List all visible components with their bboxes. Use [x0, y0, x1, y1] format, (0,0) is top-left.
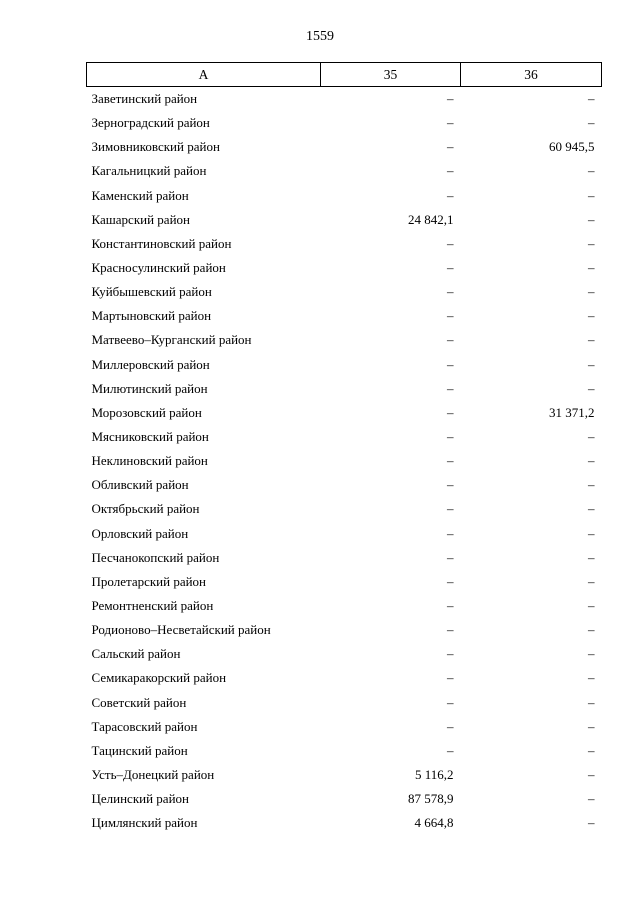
- value-col-36: –: [588, 791, 595, 807]
- district-name: Мартыновский район: [91, 308, 212, 324]
- header-col-36: 36: [461, 63, 602, 87]
- district-name: Куйбышевский район: [91, 284, 212, 300]
- value-col-35: 87 578,9: [408, 791, 454, 807]
- table-row: [87, 87, 602, 112]
- value-col-36: –: [588, 718, 595, 734]
- table-row: [87, 256, 602, 280]
- value-col-36: –: [588, 501, 595, 517]
- value-col-35: –: [447, 284, 454, 300]
- data-table: [86, 62, 602, 835]
- table-row: [87, 715, 602, 739]
- value-col-35: –: [447, 163, 454, 179]
- value-col-35: –: [447, 139, 454, 155]
- value-col-36: –: [588, 260, 595, 276]
- value-col-35: –: [447, 308, 454, 324]
- table-row: [87, 232, 602, 256]
- district-name: Каменский район: [91, 187, 189, 203]
- value-col-35: –: [447, 694, 454, 710]
- value-col-35: –: [447, 670, 454, 686]
- table-row: [87, 570, 602, 594]
- value-col-35: –: [447, 549, 454, 565]
- value-col-36: –: [588, 356, 595, 372]
- district-name: Песчанокопский район: [91, 549, 220, 565]
- value-col-35: –: [447, 742, 454, 758]
- district-name: Зимовниковский район: [91, 139, 220, 155]
- district-name: Цимлянский район: [91, 815, 198, 831]
- value-col-36: –: [588, 163, 595, 179]
- district-name: Красносулинский район: [91, 260, 226, 276]
- value-col-35: 4 664,8: [414, 815, 454, 831]
- district-name: Матвеево–Курганский район: [91, 332, 252, 348]
- value-col-36: –: [588, 187, 595, 203]
- district-name: Тарасовский район: [91, 718, 198, 734]
- table-row: [87, 594, 602, 618]
- value-col-35: –: [447, 356, 454, 372]
- table-row: [87, 666, 602, 690]
- district-name: Орловский район: [91, 525, 189, 541]
- table-row: [87, 304, 602, 328]
- district-name: Неклиновский район: [91, 453, 208, 469]
- district-name: Советский район: [91, 694, 187, 710]
- value-col-36: –: [588, 694, 595, 710]
- district-name: Сальский район: [91, 646, 181, 662]
- value-col-36: –: [588, 380, 595, 396]
- value-col-35: –: [447, 187, 454, 203]
- value-col-36: –: [588, 429, 595, 445]
- district-name: Зерноградский район: [91, 115, 210, 131]
- value-col-35: –: [447, 622, 454, 638]
- district-name: Обливский район: [91, 477, 189, 493]
- value-col-36: –: [588, 211, 595, 227]
- district-name: Кашарский район: [91, 211, 190, 227]
- value-col-35: –: [447, 332, 454, 348]
- value-col-36: –: [588, 815, 595, 831]
- district-name: Усть–Донецкий район: [91, 767, 215, 782]
- table-row: [87, 739, 602, 763]
- table-row: [87, 546, 602, 570]
- value-col-35: –: [447, 718, 454, 734]
- header-row: [87, 63, 602, 87]
- value-col-36: –: [588, 525, 595, 541]
- value-col-35: –: [447, 115, 454, 131]
- value-col-35: 5 116,2: [414, 767, 454, 782]
- table-row: [87, 328, 602, 352]
- value-col-36: –: [588, 115, 595, 131]
- value-col-36: 60 945,5: [549, 139, 595, 155]
- value-col-36: –: [588, 284, 595, 300]
- value-col-36: –: [588, 549, 595, 565]
- district-name: Миллеровский район: [91, 356, 210, 372]
- table-header: [87, 63, 602, 87]
- value-col-35: 24 842,1: [408, 211, 454, 227]
- value-col-36: –: [588, 477, 595, 493]
- table-row: [87, 401, 602, 425]
- district-name: Целинский район: [91, 791, 189, 807]
- table-row: [87, 522, 602, 546]
- value-col-36: –: [588, 646, 595, 662]
- value-col-36: 31 371,2: [549, 404, 595, 420]
- value-col-35: –: [447, 404, 454, 420]
- value-col-35: –: [447, 598, 454, 614]
- table-row: [87, 473, 602, 497]
- value-col-36: –: [588, 598, 595, 614]
- value-col-36: –: [588, 742, 595, 758]
- value-col-35: –: [447, 646, 454, 662]
- table-row: [87, 763, 602, 787]
- table-row: [87, 111, 602, 135]
- value-col-35: –: [447, 91, 454, 107]
- value-col-35: –: [447, 525, 454, 541]
- district-name: Константиновский район: [91, 235, 232, 251]
- value-col-36: –: [588, 308, 595, 324]
- value-col-36: –: [588, 767, 595, 782]
- table-row: [87, 787, 602, 811]
- header-col-35: 35: [321, 63, 461, 87]
- value-col-35: –: [447, 235, 454, 251]
- value-col-36: –: [588, 235, 595, 251]
- table-row: [87, 811, 602, 835]
- table-row: [87, 497, 602, 521]
- district-name: Морозовский район: [91, 404, 202, 420]
- value-col-36: –: [588, 332, 595, 348]
- table-row: [87, 208, 602, 232]
- header-col-a: А: [87, 63, 321, 87]
- value-col-36: –: [588, 573, 595, 589]
- district-name: Тацинский район: [91, 742, 188, 758]
- table-row: [87, 135, 602, 159]
- value-col-36: –: [588, 91, 595, 107]
- district-name: Заветинский район: [91, 91, 198, 107]
- district-name: Родионово–Несветайский район: [91, 622, 271, 638]
- value-col-35: –: [447, 380, 454, 396]
- page-number: 1559: [306, 29, 334, 44]
- table-row: [87, 159, 602, 183]
- value-col-35: –: [447, 477, 454, 493]
- value-col-35: –: [447, 501, 454, 517]
- value-col-36: –: [588, 453, 595, 469]
- value-col-36: –: [588, 622, 595, 638]
- district-name: Семикаракорский район: [91, 670, 227, 686]
- table-row: [87, 449, 602, 473]
- district-name: Ремонтненский район: [91, 598, 214, 614]
- value-col-35: –: [447, 260, 454, 276]
- value-col-35: –: [447, 429, 454, 445]
- value-col-35: –: [447, 573, 454, 589]
- table-row: [87, 280, 602, 304]
- district-name: Пролетарский район: [91, 573, 207, 589]
- table-body: [87, 87, 602, 836]
- table-row: [87, 184, 602, 208]
- table-row: [87, 425, 602, 449]
- table-row: [87, 691, 602, 715]
- district-name: Мясниковский район: [91, 429, 209, 445]
- table-row: [87, 353, 602, 377]
- value-col-35: –: [447, 453, 454, 469]
- table-row: [87, 377, 602, 401]
- district-name: Кагальницкий район: [91, 163, 207, 179]
- district-name: Октябрьский район: [91, 501, 200, 517]
- district-name: Милютинский район: [91, 380, 208, 396]
- table-row: [87, 642, 602, 666]
- value-col-36: –: [588, 670, 595, 686]
- table-row: [87, 618, 602, 642]
